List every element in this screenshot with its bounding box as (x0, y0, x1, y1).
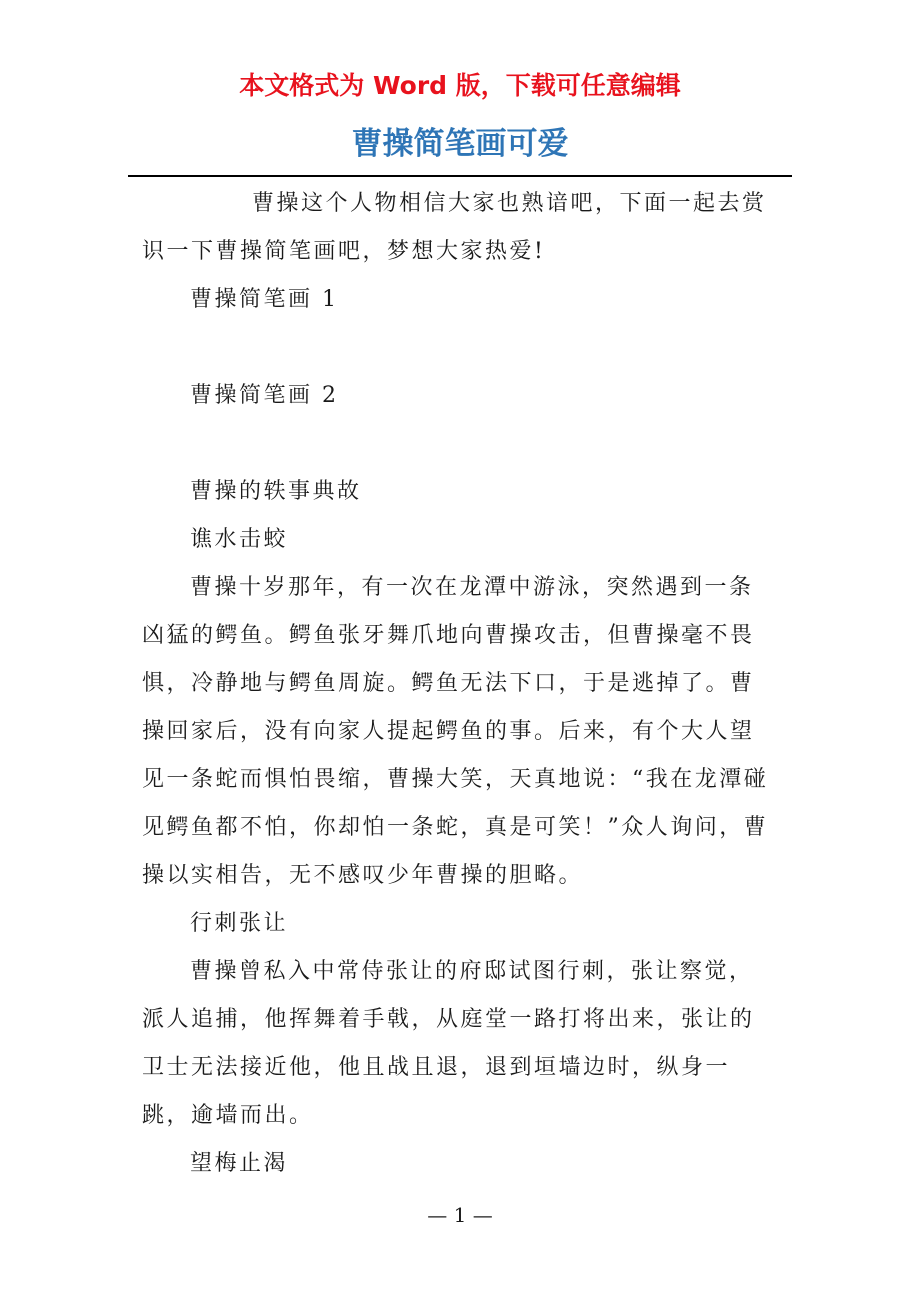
intro-paragraph: 曹操这个人物相信大家也熟谙吧，下面一起去赏识一下曹操简笔画吧，梦想大家热爱! (142, 191, 767, 264)
page-title: 曹操简笔画可爱 (351, 126, 569, 162)
drawing-caption-1: 曹操简笔画 1 (190, 287, 339, 312)
story-title-3: 望梅止渴 (190, 1151, 289, 1176)
page-number: — 1 — (427, 1203, 493, 1227)
drawing-caption-2: 曹操简笔画 2 (190, 383, 339, 408)
download-banner: 本文格式为 Word 版，下载可任意编辑 (239, 71, 681, 100)
story-title-2: 行刺张让 (190, 911, 289, 936)
story-body-2: 曹操曾私入中常侍张让的府邸试图行刺，张让察觉，派人追捕，他挥舞着手戟，从庭堂一路打将出来，张让的卫士无法接近他，他且战且退，退到垣墙边时，纵身一跳，逾墙而出。 (142, 959, 755, 1128)
story-body-1: 曹操十岁那年，有一次在龙潭中游泳，突然遇到一条凶猛的鳄鱼。鳄鱼张牙舞爪地向曹操攻击，但曹操毫不畏惧，冷静地与鳄鱼周旋。鳄鱼无法下口，于是逃掉了。曹操回家后，没有向家人提起鳄鱼的事。后来，有个大人望见一条蛇而惧怕畏缩，曹操大笑，天真地说：“我在龙潭碰见鳄鱼都不怕，你却怕一条蛇，真是可笑！”众人询问，曹操以实相告，无不感叹少年曹操的胆略。 (142, 575, 769, 888)
story-title-1: 谯水击蛟 (190, 527, 289, 552)
document-body (142, 180, 776, 1188)
anecdotes-heading: 曹操的轶事典故 (190, 479, 362, 504)
title-divider (128, 175, 792, 177)
